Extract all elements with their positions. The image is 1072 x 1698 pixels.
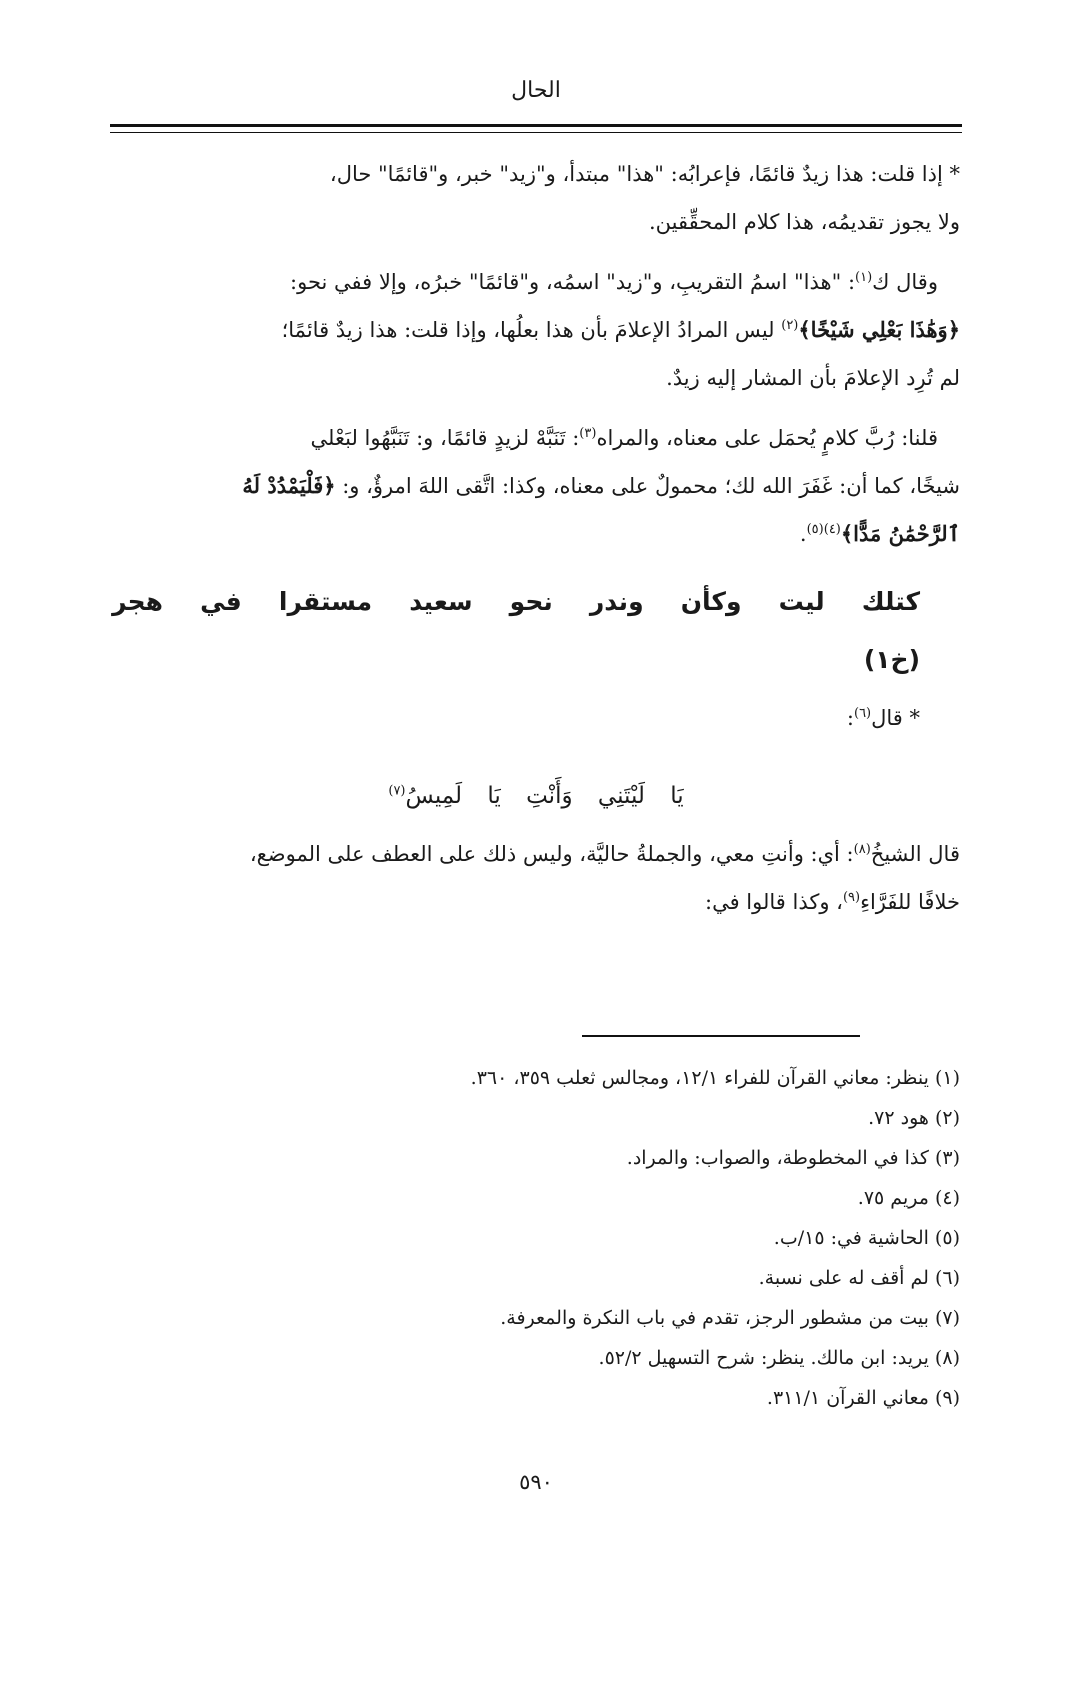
poem-text: يَا لَيْتَنِي وَأَنْتِ يَا لَمِيسُ bbox=[405, 783, 684, 809]
paragraph-3 bbox=[112, 414, 960, 558]
header-rule-thick bbox=[110, 124, 962, 127]
quran-quote: ﴿وَهَٰذَا بَعْلِي شَيْخًا﴾ bbox=[798, 317, 960, 342]
text-run: شيخًا، كما أن: غَفَرَ الله لك؛ محمولٌ على معناه، وكذا: اتَّقى اللهَ امرؤٌ، و: bbox=[335, 474, 960, 498]
footnote-item: (٥) الحاشية في: ١٥/ب. bbox=[773, 1227, 960, 1249]
footnote-ref[interactable]: (٢) bbox=[781, 318, 799, 333]
verse-word: سعيد bbox=[409, 587, 473, 616]
text-run: . bbox=[799, 522, 807, 546]
text-run: : "هذا" اسمُ التقريبِ، و"زيد" اسمُه، و"قائمًا" خبرُه، وإلا ففي نحو: bbox=[290, 270, 856, 294]
footnote-item: (٢) هود ٧٢. bbox=[868, 1107, 960, 1129]
page-number: ٥٩٠ bbox=[519, 1470, 553, 1494]
text-line bbox=[112, 414, 960, 462]
text-line bbox=[112, 694, 960, 742]
text-run: ، وكذا قالوا في: bbox=[705, 890, 843, 914]
manuscript-tag: (خ١) bbox=[863, 645, 920, 674]
footnote-item: (٩) معاني القرآن ٣١١/١. bbox=[766, 1387, 960, 1409]
text-line bbox=[112, 462, 960, 510]
footnote-ref[interactable]: (٧) bbox=[388, 783, 406, 799]
quran-quote: ﴿فَلْيَمْدُدْ لَهُ bbox=[242, 473, 336, 498]
verse-word: مستقرا bbox=[278, 587, 373, 616]
footnote-ref[interactable]: (١) bbox=[855, 270, 873, 285]
footnote-ref[interactable]: (٤)(٥) bbox=[806, 522, 841, 537]
footnote-ref[interactable]: (٩) bbox=[842, 890, 861, 905]
paragraph-2 bbox=[112, 258, 960, 402]
text-run: ليس المرادُ الإعلامَ بأن هذا بعلُها، وإذا قلت: هذا زيدٌ قائمًا؛ bbox=[281, 318, 782, 342]
text-line: لم تُرِد الإعلامَ بأن المشار إليه زيدٌ. bbox=[666, 366, 960, 390]
footnote-item: (٨) يريد: ابن مالك. ينظر: شرح التسهيل ٥٢/٢. bbox=[598, 1347, 960, 1369]
paragraph-5 bbox=[112, 830, 960, 926]
quran-quote: ٱلرَّحْمَٰنُ مَدًّا﴾ bbox=[840, 521, 960, 546]
text-line bbox=[112, 306, 960, 354]
text-run: قال الشيخُ bbox=[870, 842, 960, 866]
header-rule-thin bbox=[110, 132, 962, 133]
footnote-ref[interactable]: (٦) bbox=[853, 706, 872, 721]
footnote-item: (٤) مريم ٧٥. bbox=[857, 1187, 960, 1209]
text-line bbox=[112, 830, 960, 878]
text-run: : bbox=[846, 706, 854, 730]
text-line bbox=[112, 258, 960, 306]
text-line bbox=[112, 878, 960, 926]
text-run: : أي: وأنتِ معي، والجملةُ حاليَّة، وليس ذلك على العطف على الموضع، bbox=[249, 842, 854, 866]
text-run: : تَنَبَّهْ لزيدٍ قائمًا، و: تَنَبَّهُوا لبَعْلي bbox=[310, 426, 580, 450]
text-line: * إذا قلت: هذا زيدٌ قائمًا، فإعرابُه: "هذا" مبتدأ، و"زيد" خبر، و"قائمًا" حال، bbox=[329, 162, 960, 186]
text-line bbox=[112, 510, 960, 558]
verse-word: نحو bbox=[509, 587, 553, 616]
verse-word: وندر bbox=[589, 587, 644, 616]
verse-word: هجر bbox=[112, 587, 164, 616]
matn-verse bbox=[112, 574, 960, 630]
footnote-ref[interactable]: (٨) bbox=[853, 842, 871, 857]
footnotes bbox=[112, 1058, 960, 1418]
verse-word: كتلك bbox=[861, 587, 920, 616]
footnote-item: (٣) كذا في المخطوطة، والصواب: والمراد. bbox=[626, 1147, 960, 1169]
footnote-item: (١) ينظر: معاني القرآن للفراء ١٢/١، ومجالس ثعلب ٣٥٩، ٣٦٠. bbox=[470, 1067, 960, 1089]
verse-word: في bbox=[200, 587, 242, 616]
running-header: الحال bbox=[511, 78, 561, 103]
verse-word: ليت bbox=[778, 587, 825, 616]
poem-line bbox=[112, 772, 960, 820]
footnote-item: (٧) بيت من مشطور الرجز، تقدم في باب النكرة والمعرفة. bbox=[500, 1307, 960, 1329]
verse-word: وكأن bbox=[680, 587, 742, 616]
text-line: ولا يجوز تقديمُه، هذا كلام المحقِّقين. bbox=[648, 210, 960, 234]
text-run: وقال ك bbox=[872, 270, 938, 294]
main-text bbox=[112, 150, 960, 938]
footnote-ref[interactable]: (٣) bbox=[579, 426, 597, 441]
paragraph-1 bbox=[112, 150, 960, 246]
text-run: * قال bbox=[871, 706, 920, 730]
text-run: خلافًا للفَرَّاءِ bbox=[860, 890, 960, 914]
text-run: قلنا: رُبَّ كلامٍ يُحمَل على معناه، والمراه bbox=[596, 426, 938, 450]
footnote-separator bbox=[582, 1035, 860, 1037]
footnote-item: (٦) لم أقف له على نسبة. bbox=[758, 1267, 960, 1289]
